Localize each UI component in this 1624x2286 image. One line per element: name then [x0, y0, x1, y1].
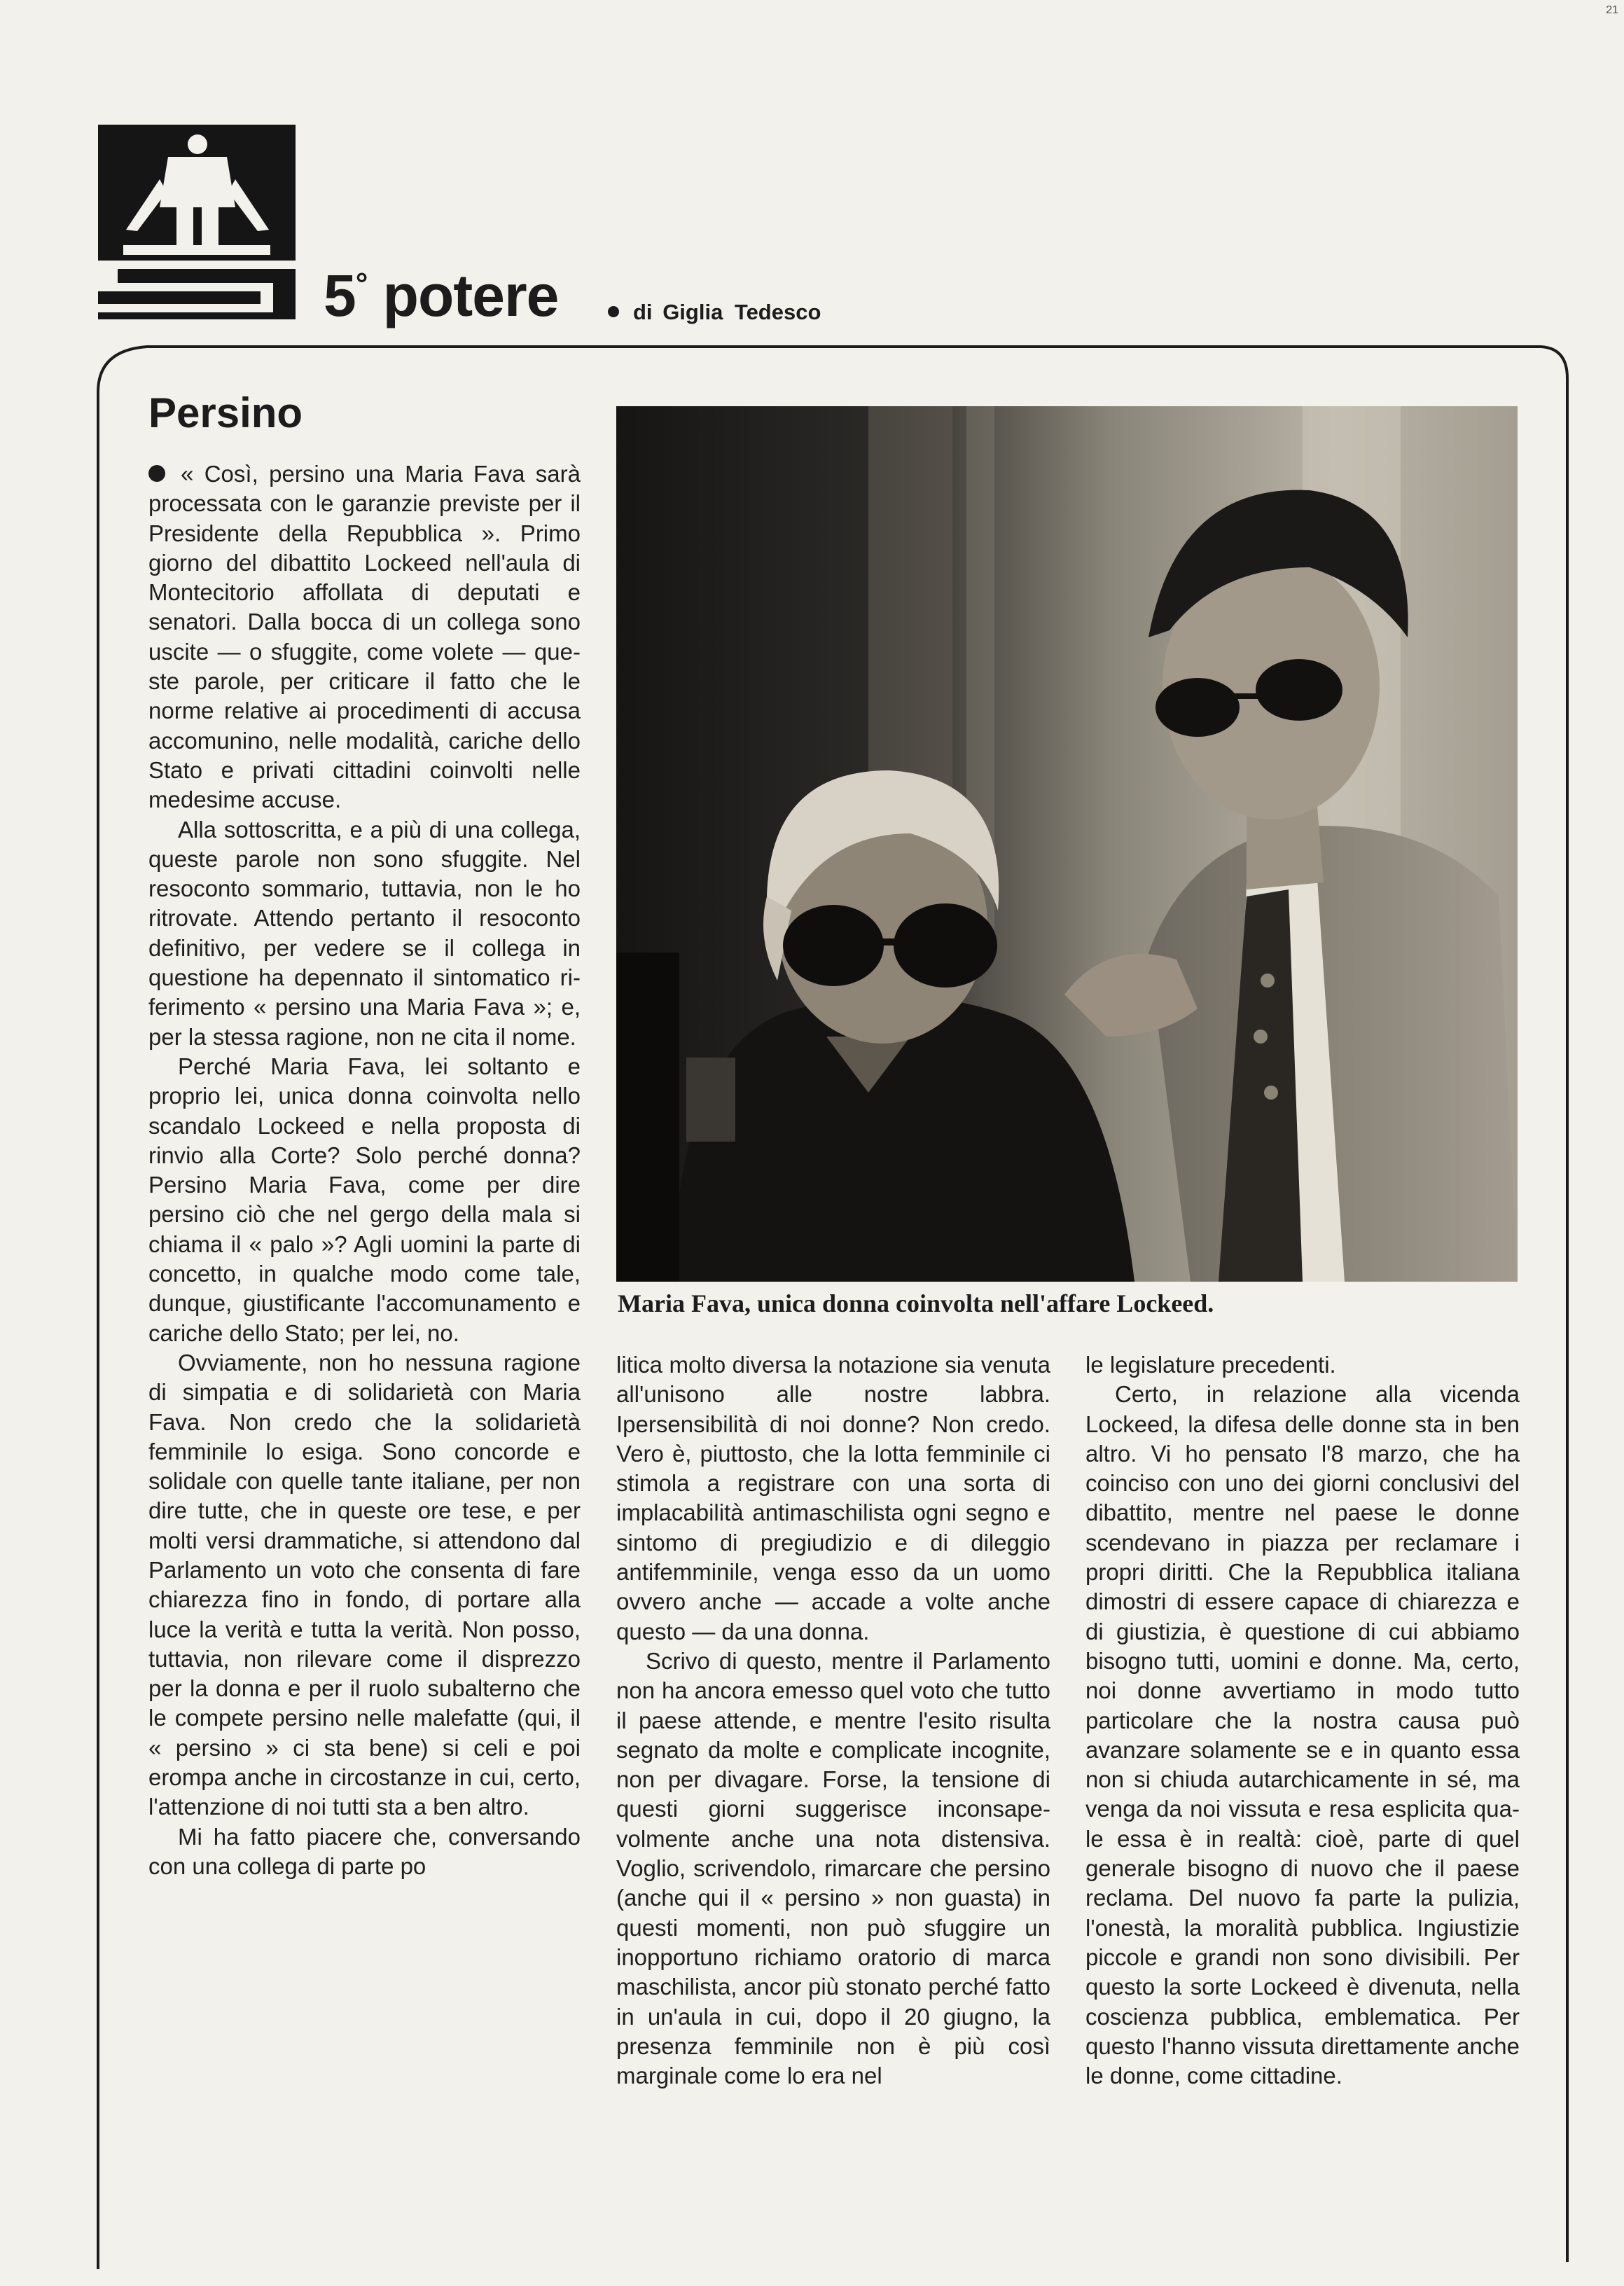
paragraph: Alla sottoscritta, e a più di una collega, queste parole non sono sfuggite. Nel resoconto sommario, tuttavia, non le ho ritrovate. Attendo pertanto il resoconto definitivo, per vedere se il collega in questione ha depennato il sintomatico riferimento « persino una Maria Fava »; e, per la stessa ragione, non ne cita il nome.: [148, 816, 581, 1050]
article-column-3: [1085, 1350, 1520, 2091]
paragraph: Scrivo di questo, mentre il Parlamento non ha ancora emesso quel voto che tutto il paese attende, e mentre l'esito risulta segnato da molte e complicate incognite, non per divagare. Forse, la tensione di questi giorni suggerisce inconsapevolmente anche una nota distensiva. Voglio, scrivendolo, rimarcare che persino (anche qui il « persino » non guasta) in questi momenti, non può sfuggire un inopportuno richiamo oratorio di marca maschilista, ancor più stonato perché fatto in un'aula in cui, dopo il 20 giugno, la presenza femminile non è più così marginale come lo era nel: [616, 1647, 1050, 2089]
paragraph: [148, 459, 581, 815]
section-title: [324, 263, 559, 328]
paragraph: Ovviamente, non ho nessuna ragione di simpatia e di solidarietà con Maria Fava. Non credo che la solidarietà femminile lo esiga. Sono concorde e solidale con quelle tante italiane, per non dire tutte, che in queste ore tese, e per molti versi drammatiche, si attendono dal Parlamento un voto che consenta di fare chiarezza fino in fondo, di portare alla luce la verità e tutta la verità. Non posso, tuttavia, non rilevare come il disprezzo per la donna e per il ruolo subalterno che le compete persino nelle malefatte (qui, il « persino » ci sta bene) si celi e poi erompa anche in circostanze in cui, certo, l'attenzione di noi tutti sta a ben altro.: [148, 1349, 581, 1820]
byline-bullet: [608, 306, 619, 317]
section-name: potere: [382, 263, 559, 328]
paragraph: Perché Maria Fava, lei soltanto e proprio lei, unica donna coinvolta nello scandalo Lockeed e nella proposta di rinvio alla Corte? Solo perché donna? Persino Maria Fava, come per dire persino ciò che nel gergo della mala si chiama il « palo »? Agli uomini la parte di concetto, in qualche modo come tale, dunque, giustificante l'accomunamento e cariche dello Stato; per lei, no.: [148, 1053, 581, 1346]
article-title: Persino: [148, 389, 303, 436]
author-name: Giglia Tedesco: [662, 300, 821, 324]
paragraph: Certo, in relazione alla vicenda Lockeed, la difesa delle donne sta in ben altro. Vi ho pensato l'8 marzo, che ha coinciso con uno dei giorni conclusivi del dibattito, mentre nel paese le donne scendevano in piazza per reclamare i propri diritti. Che la Repubblica italiana dimostri di essere capace di chiarezza e di giustizia, è questione di cui abbiamo bisogno tutti, uomini e donne. Ma, certo, noi donne avvertiamo in modo tutto particolare che la nostra causa può avanzare solamente se e in quanto essa non si chiuda autarchicamente in sé, ma venga da noi vissuta e resa esplicita quale essa è in realtà: cioè, parte di quel generale bisogno di nuovo che il paese reclama. Del nuovo fa parte la pulizia, l'onestà, la moralità pubblica. Ingiustizie piccole e grandi non sono divisibili. Per questo la sorte Lockeed è divenuta, nella coscienza pubblica, emblematica. Per questo l'hanno vissuta direttamente anche le donne, come cittadine.: [1085, 1381, 1520, 2089]
lead-bullet: [148, 465, 165, 482]
byline-prefix: di: [633, 300, 653, 324]
photo-maria-fava: [616, 406, 1518, 1282]
paragraph-text: « Così, persino una Maria Fava sarà processata con le garanzie previste per il Presidente della Repubblica ». Primo giorno del dibattito Lockeed nell'aula di Montecitorio affollata di deputati e senatori. Dalla bocca di un collega sono uscite — o sfuggite, come volete — queste parole, per criticare il fatto che le norme relative ai procedimenti di accusa accomunino, nelle modalità, cariche dello Stato e privati cittadini coinvolti nelle medesime accuse.: [148, 461, 581, 813]
section-degree: °: [355, 267, 368, 301]
paragraph: litica molto diversa la notazione sia venuta all'unisono alle nostre labbra. Ipersensibilità di noi donne? Non credo. Vero è, piuttosto, che la lotta femminile ci stimola a registrare con una sorta di implacabilità antimaschilista ogni segno e sintomo di pregiudizio e di dileggio antifemminile, venga esso da un uomo ovvero anche — accade a volte anche questo — da una donna.: [616, 1352, 1050, 1644]
section-logo: [98, 125, 296, 319]
section-number: 5: [324, 263, 356, 328]
paragraph: le legislature precedenti.: [1085, 1352, 1336, 1378]
article-column-2: [616, 1350, 1050, 2091]
byline: [608, 301, 821, 323]
photo-caption: Maria Fava, unica donna coinvolta nell'affare Lockeed.: [618, 1289, 1214, 1317]
article-column-1: [148, 459, 581, 1881]
page-number: 21: [1606, 4, 1618, 16]
paragraph: Mi ha fatto piacere che, conversando con una collega di parte po: [148, 1823, 581, 1879]
